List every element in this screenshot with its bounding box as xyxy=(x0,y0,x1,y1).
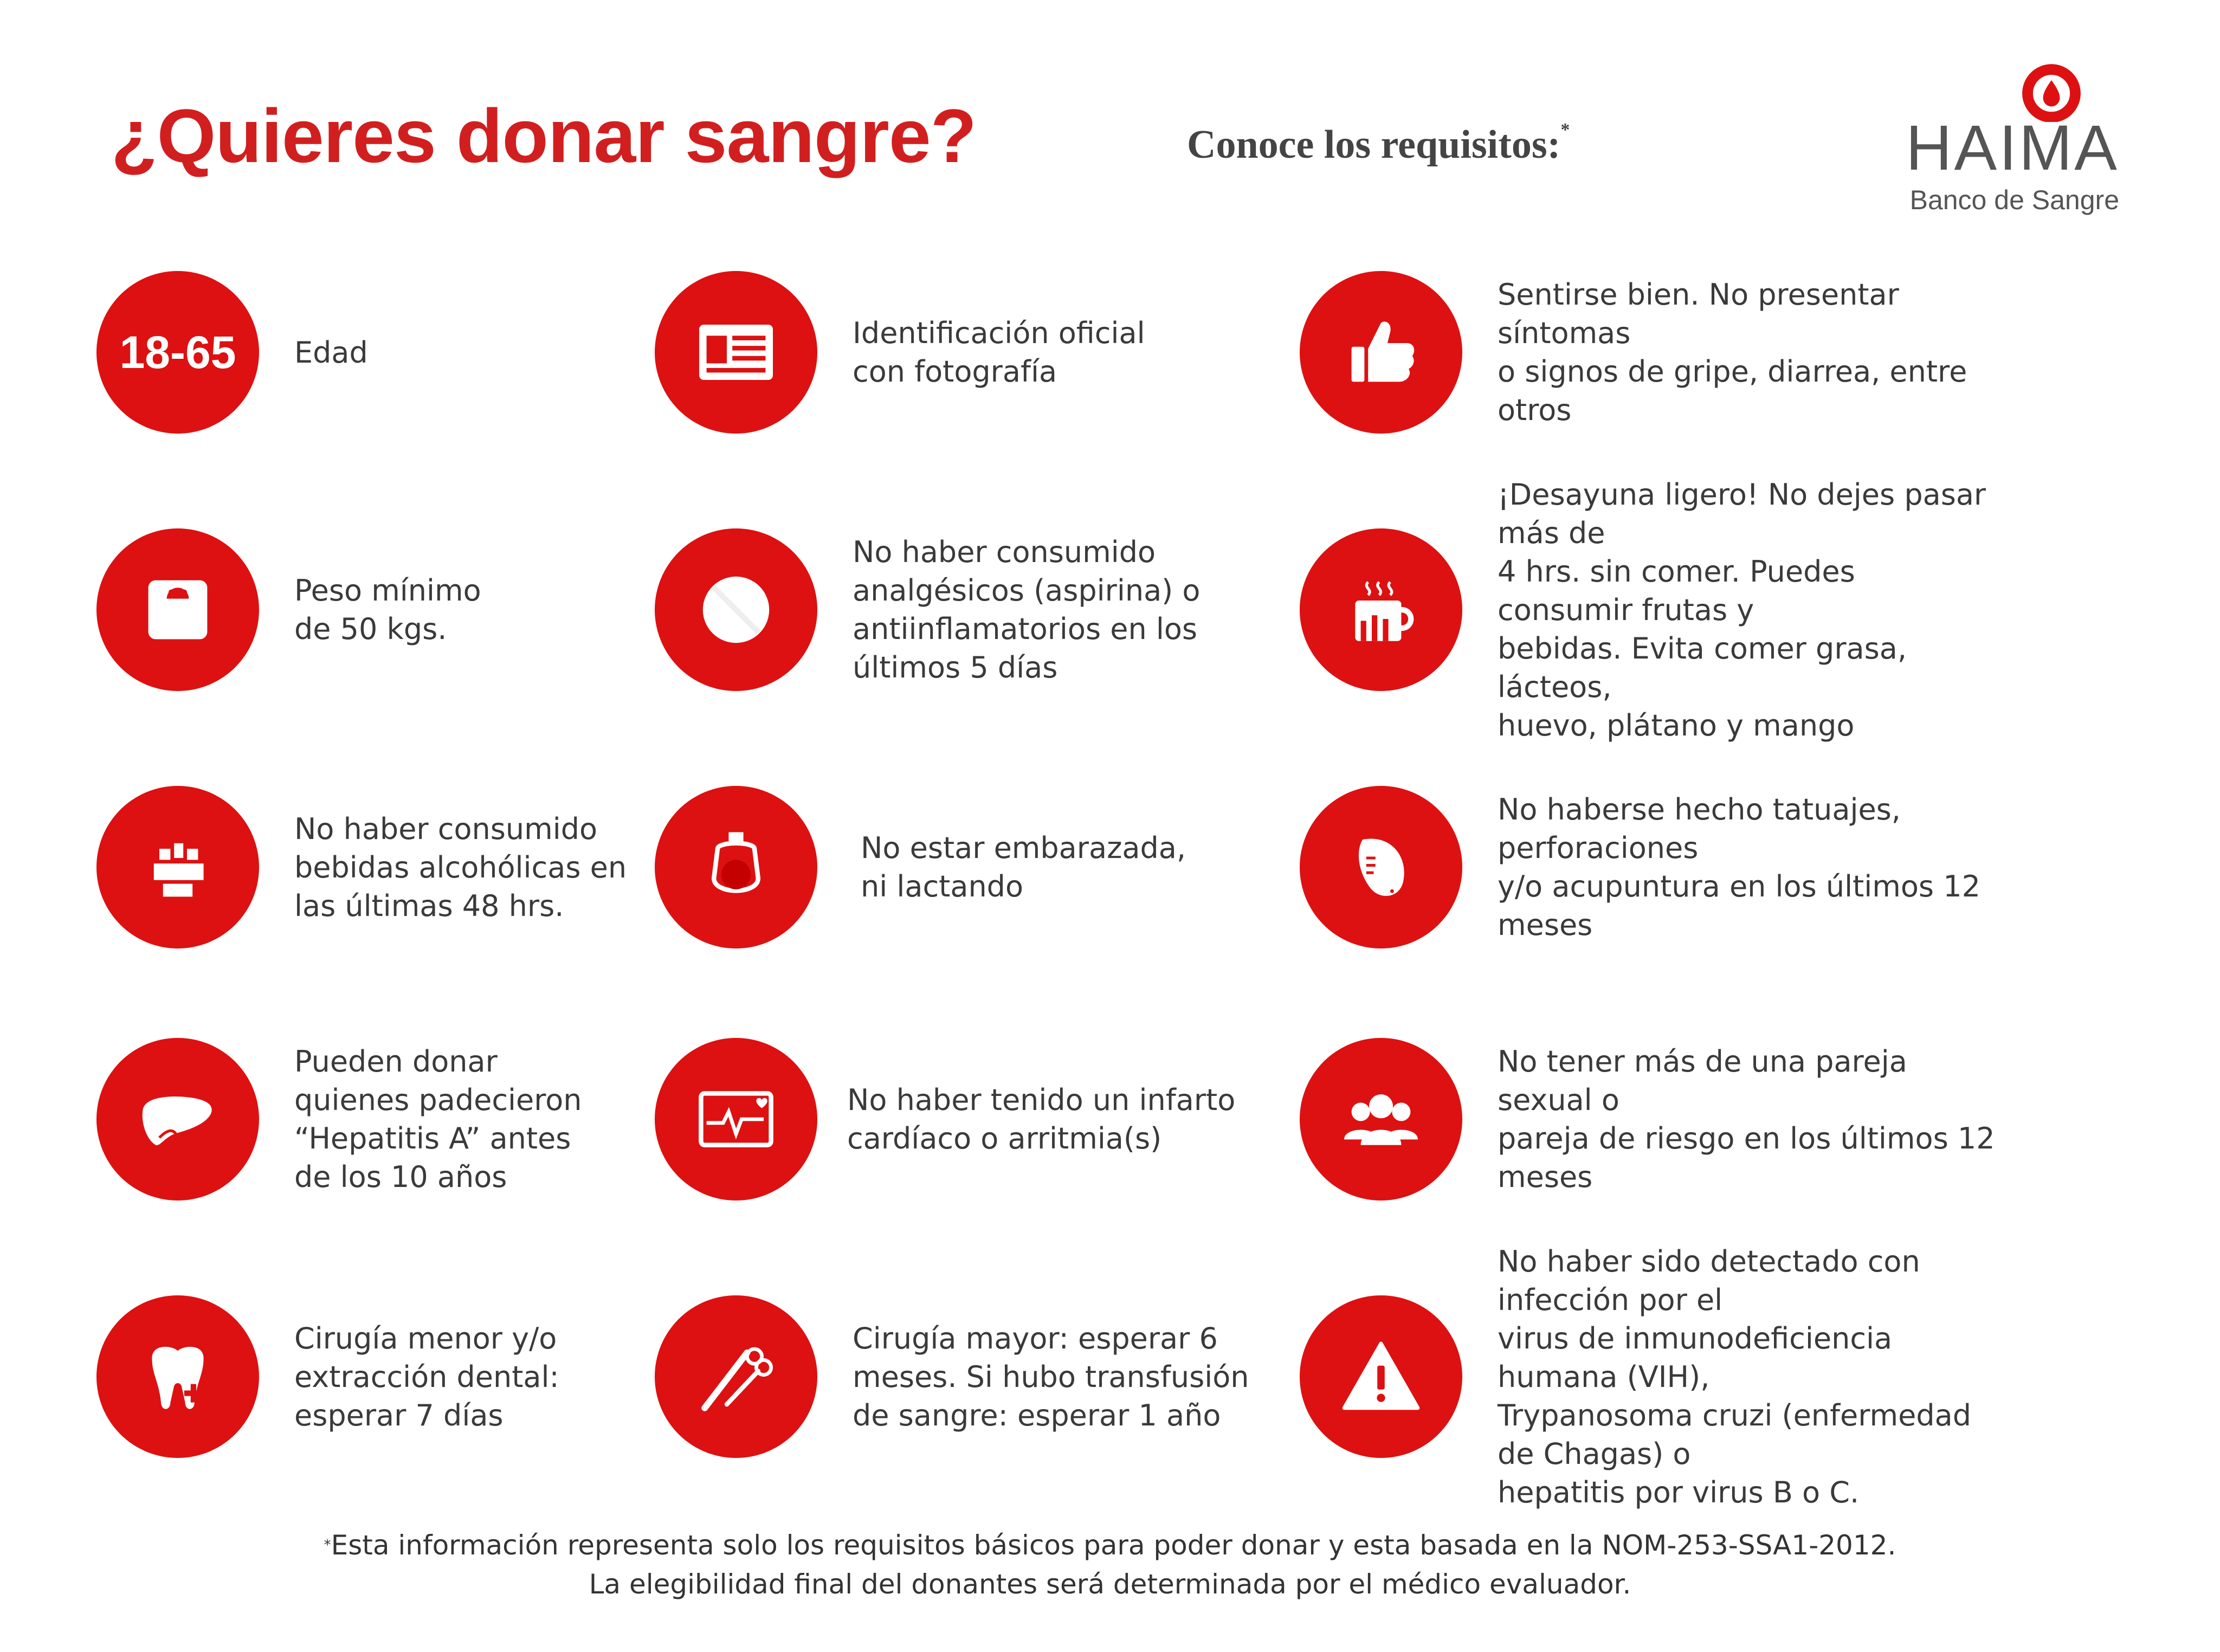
bottles-icon xyxy=(132,821,224,913)
subtitle-text: Conoce los requisitos: xyxy=(1187,122,1561,167)
scale-icon xyxy=(132,564,224,656)
requirement-tattoo xyxy=(1300,786,2004,948)
requirement-text: No tener más de una pareja sexual o pareja de riesgo en los últimos 12 meses xyxy=(1498,1044,1995,1194)
requirement-major-surgery xyxy=(655,1295,1359,1458)
requirement-id xyxy=(655,271,1359,434)
requirement-text: No haber tenido un infarto cardíaco o arritmia(s) xyxy=(847,1083,1236,1156)
requirement-text: Edad xyxy=(294,335,368,370)
requirement-text: No haber sido detectado con infección por el virus de inmunodeficiencia humana (VIH), Trypanosoma cruzi (enfermedad de Chagas) o hepatitis por virus B o C. xyxy=(1498,1244,1971,1509)
requirement-partners xyxy=(1300,1038,2004,1201)
requirement-text: Pueden donar quienes padecieron “Hepatitis A” antes de los 10 años xyxy=(294,1044,582,1194)
requirement-health xyxy=(1300,271,2004,434)
haima-logo xyxy=(1881,62,2125,225)
tooth-icon xyxy=(132,1331,224,1423)
requirement-breakfast xyxy=(1300,477,2004,743)
tattoo-icon xyxy=(1335,821,1427,913)
requirement-infections xyxy=(1300,1244,2004,1509)
id-card-icon xyxy=(690,306,782,398)
footnote-text: Esta información representa solo los requisitos básicos para poder donar y esta basada en la NOM-253-SSA1-2012. La elegibilidad final del donantes será determinada por el médico evaluador. xyxy=(331,1530,1896,1600)
requirement-pregnancy xyxy=(655,786,1359,948)
requirement-text: ¡Desayuna ligero! No dejes pasar más de 4 hrs. sin comer. Puedes consumir frutas y bebidas. Evita comer grasa, lácteos, huevo, plátano y mango xyxy=(1498,477,1986,743)
age-range: 18-65 xyxy=(119,326,236,378)
surgery-tools-icon xyxy=(690,1331,782,1423)
page-title: ¿Quieres donar sangre? xyxy=(111,93,977,178)
requirement-text: No haber consumido bebidas alcohólicas en las últimas 48 hrs. xyxy=(294,811,627,923)
age-badge xyxy=(96,271,259,434)
people-icon xyxy=(1335,1073,1427,1165)
liver-icon xyxy=(132,1073,224,1165)
requirement-text: Peso mínimo de 50 kgs. xyxy=(294,573,481,646)
requirement-text: Sentirse bien. No presentar síntomas o signos de gripe, diarrea, entre otros xyxy=(1498,278,1967,427)
pill-icon xyxy=(690,564,782,656)
requirement-text: No haberse hecho tatuajes, perforaciones y/o acupuntura en los últimos 12 meses xyxy=(1498,792,1980,942)
coffee-cup-icon xyxy=(1335,564,1427,656)
requirement-heart xyxy=(655,1038,1359,1201)
warning-icon xyxy=(1335,1331,1427,1423)
footnote xyxy=(0,1526,2220,1604)
requirement-medication xyxy=(655,528,1359,691)
requirement-text: Cirugía mayor: esperar 6 meses. Si hubo transfusión de sangre: esperar 1 año xyxy=(853,1321,1249,1432)
requirement-text: Cirugía menor y/o extracción dental: esperar 7 días xyxy=(294,1321,559,1432)
footnote-asterisk: * xyxy=(324,1537,331,1553)
logo-tagline: Banco de Sangre xyxy=(1909,185,2119,215)
thumbs-up-icon xyxy=(1335,306,1427,398)
page-subtitle xyxy=(1187,122,1570,168)
requirement-text: Identificación oficial con fotografía xyxy=(853,316,1145,389)
heart-monitor-icon xyxy=(690,1073,782,1165)
pregnancy-icon xyxy=(690,821,782,913)
logo-name: HAIMA xyxy=(1906,112,2119,184)
subtitle-asterisk: * xyxy=(1560,120,1570,140)
requirement-text: No estar embarazada, ni lactando xyxy=(861,831,1186,904)
requirement-text: No haber consumido analgésicos (aspirina) o antiinflamatorios en los últimos 5 días xyxy=(853,535,1201,685)
